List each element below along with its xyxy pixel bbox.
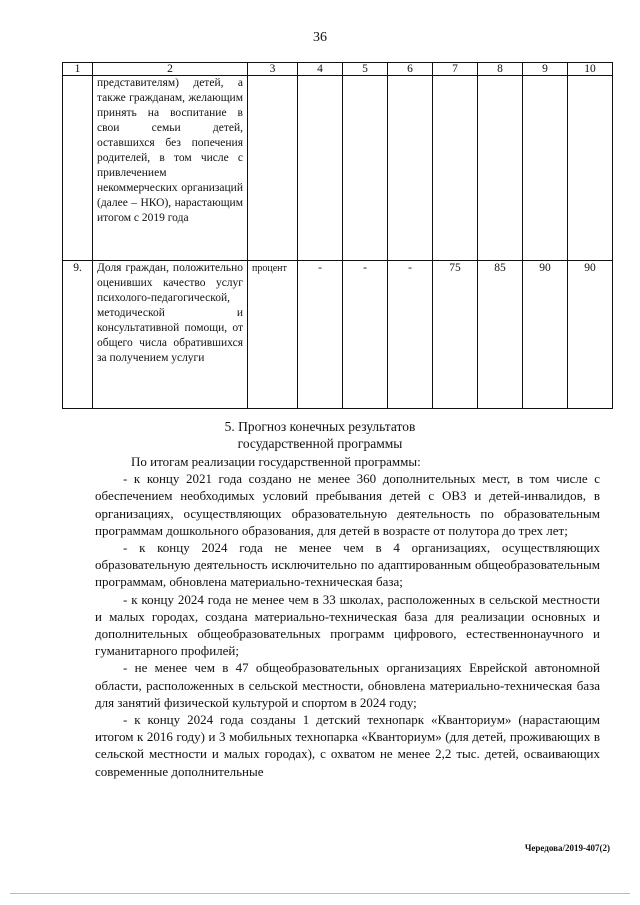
table-header-cell: 1 bbox=[63, 63, 93, 76]
row-value: 90 bbox=[568, 261, 613, 409]
row-value bbox=[298, 76, 343, 261]
row-value bbox=[388, 76, 433, 261]
list-item: - не менее чем в 47 общеобразовательных организациях Еврейской автономной области, расположенных в сельской местности, обновлена материально-техническая база для занятий физической культурой и спортом в 2024 году; bbox=[95, 660, 600, 710]
document-code: Чередова/2019-407(2) bbox=[524, 843, 610, 853]
section-title-line: 5. Прогноз конечных результатов bbox=[224, 419, 416, 434]
table-header-cell: 2 bbox=[93, 63, 248, 76]
table-header-cell: 5 bbox=[343, 63, 388, 76]
page-number: 36 bbox=[313, 30, 327, 45]
table-header-cell: 6 bbox=[388, 63, 433, 76]
row-value: 75 bbox=[433, 261, 478, 409]
list-item: - к концу 2024 года не менее чем в 33 школах, расположенных в сельской местности и малых городах, создана материально-техническая база для реализации основных и дополнительных общеобразовательных программ цифрового, естественнонаучного и гуманитарного профилей; bbox=[95, 591, 600, 659]
row-value bbox=[568, 76, 613, 261]
list-item: - к концу 2024 года созданы 1 детский технопарк «Кванториум» (нарастающим итогом к 2016 году) и 3 мобильных технопарка «Кванториум» (для детей, проживающих в сельской местности и малых городах), с охватом не менее 2,2 тыс. детей, осваивающих современные дополнительные bbox=[95, 712, 600, 779]
row-value bbox=[343, 76, 388, 261]
row-value: 85 bbox=[478, 261, 523, 409]
table-header-cell: 8 bbox=[478, 63, 523, 76]
row-unit: процент bbox=[248, 261, 298, 409]
table-header-row bbox=[63, 63, 613, 76]
section-title bbox=[0, 418, 640, 452]
row-number bbox=[63, 76, 93, 261]
row-value: - bbox=[388, 261, 433, 409]
section-title-line: государственной программы bbox=[237, 436, 403, 451]
table-row bbox=[63, 261, 613, 409]
table-header-cell: 3 bbox=[248, 63, 298, 76]
table-row bbox=[63, 76, 613, 261]
section-body bbox=[95, 453, 600, 780]
section-intro: По итогам реализации государственной программы: bbox=[131, 454, 421, 469]
list-item: - к концу 2024 года не менее чем в 4 организациях, осуществляющих образовательную деятельность исключительно по адаптированным общеобразовательным программам, обновлена материально-техническая база; bbox=[95, 540, 600, 590]
row-value: - bbox=[298, 261, 343, 409]
list-item: - к концу 2021 года создано не менее 360 дополнительных мест, в том числе с обеспечением необходимых условий пребывания детей с ОВЗ и детей-инвалидов, в организациях, осуществляющих образовательную деятельность по образовательным программам дошкольного образования, для детей в возрасте от полутора до трех лет; bbox=[95, 471, 600, 538]
row-value bbox=[523, 76, 568, 261]
table-header-cell: 4 bbox=[298, 63, 343, 76]
table-header-cell: 10 bbox=[568, 63, 613, 76]
indicators-table bbox=[62, 62, 613, 409]
row-description: представителям) детей, а также гражданам, желающим принять на воспитание в свои семьи детей, оставшихся без попечения родителей, в том числе с привлечением некоммерческих организаций (далее – НКО), нарастающим итогом с 2019 года bbox=[93, 76, 248, 261]
table-header-cell: 9 bbox=[523, 63, 568, 76]
row-value: 90 bbox=[523, 261, 568, 409]
table-header-cell: 7 bbox=[433, 63, 478, 76]
row-number: 9. bbox=[63, 261, 93, 409]
row-value bbox=[433, 76, 478, 261]
row-unit bbox=[248, 76, 298, 261]
page-edge-divider bbox=[10, 893, 630, 894]
row-description: Доля граждан, положительно оценивших качество услуг психолого-педагогической, методической и консультативной помощи, от общего числа обратившихся за получением услуги bbox=[93, 261, 248, 409]
row-value bbox=[478, 76, 523, 261]
row-value: - bbox=[343, 261, 388, 409]
